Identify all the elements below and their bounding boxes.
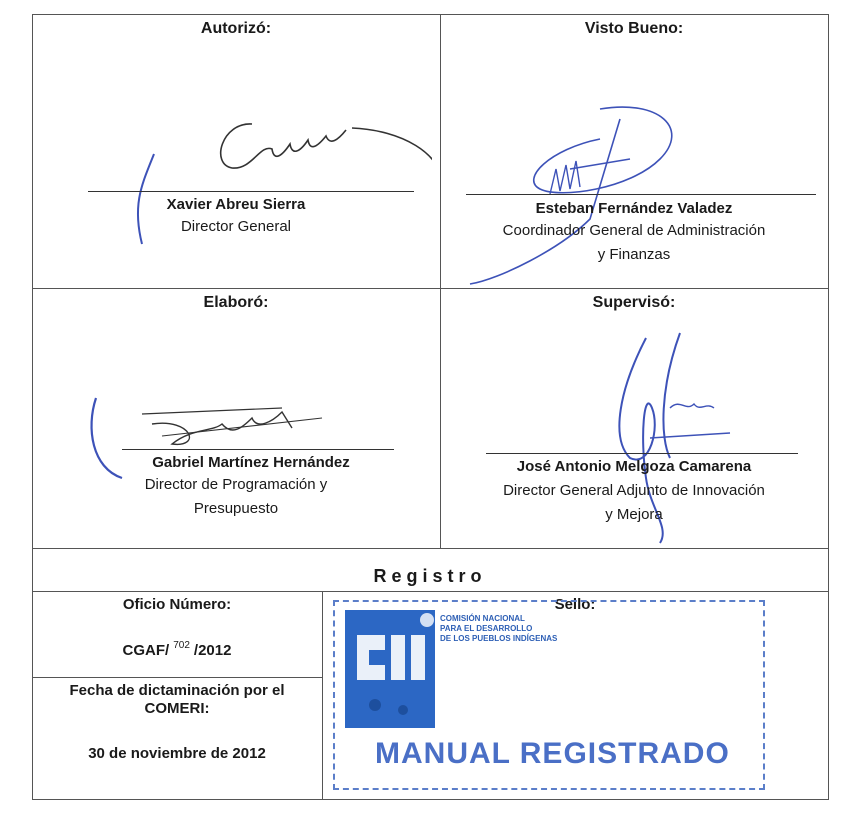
signature-line-visto-bueno bbox=[466, 194, 816, 195]
stamp-main-text: MANUAL REGISTRADO bbox=[375, 737, 730, 770]
registro-title: Registro bbox=[373, 566, 487, 586]
signature-line-autorizo bbox=[88, 191, 414, 192]
grid-bottom-line bbox=[32, 799, 828, 800]
fecha-value: 30 de noviembre de 2012 bbox=[88, 745, 266, 762]
heading-superviso: Supervisó: bbox=[592, 294, 676, 311]
oficio-number: 702 bbox=[173, 640, 190, 651]
role-visto-bueno-line2: y Finanzas bbox=[597, 246, 671, 263]
role-visto-bueno-line1: Coordinador General de Administración bbox=[502, 222, 766, 239]
role-superviso-line1: Director General Adjunto de Innovación bbox=[503, 482, 765, 499]
heading-autorizo: Autorizó: bbox=[200, 20, 272, 37]
cell-superviso bbox=[440, 288, 828, 548]
name-superviso: José Antonio Melgoza Camarena bbox=[516, 458, 752, 475]
name-elaboro: Gabriel Martínez Hernández bbox=[152, 454, 350, 471]
fecha-label-line1: Fecha de dictaminación por el bbox=[69, 682, 285, 699]
stamp-org-line3: DE LOS PUEBLOS INDÍGENAS bbox=[440, 634, 558, 643]
oficio-value bbox=[32, 640, 322, 659]
stamp-org-line2: PARA EL DESARROLLO bbox=[440, 624, 533, 633]
oficio-suffix: /2012 bbox=[193, 642, 232, 659]
cell-elaboro bbox=[32, 288, 440, 548]
signature-line-elaboro bbox=[122, 449, 394, 450]
grid-registro-divider bbox=[322, 591, 323, 799]
name-autorizo: Xavier Abreu Sierra bbox=[166, 196, 306, 213]
cell-autorizo bbox=[32, 14, 440, 288]
cdi-logo-icon bbox=[345, 610, 435, 728]
role-autorizo-line1: Director General bbox=[180, 218, 292, 235]
signature-line-superviso bbox=[486, 453, 798, 454]
stamp-org-line1: COMISIÓN NACIONAL bbox=[440, 614, 525, 623]
grid-right-border bbox=[828, 14, 829, 800]
heading-visto-bueno: Visto Bueno: bbox=[584, 20, 684, 37]
stamp-org-name bbox=[440, 614, 557, 644]
name-visto-bueno: Esteban Fernández Valadez bbox=[535, 200, 733, 217]
cdi-logo-graphic bbox=[345, 610, 435, 728]
role-elaboro-line2: Presupuesto bbox=[193, 500, 279, 517]
heading-elaboro: Elaboró: bbox=[203, 294, 269, 311]
grid-row-divider-3 bbox=[32, 591, 828, 592]
role-elaboro-line1: Director de Programación y bbox=[144, 476, 328, 493]
sello-label: Sello: bbox=[554, 596, 596, 613]
grid-left-box-divider bbox=[32, 677, 322, 678]
oficio-prefix: CGAF/ bbox=[122, 642, 170, 659]
fecha-label bbox=[32, 682, 322, 718]
grid-row-divider-2 bbox=[32, 548, 828, 549]
fecha-label-line2: COMERI: bbox=[144, 700, 210, 717]
role-superviso-line2: y Mejora bbox=[605, 506, 663, 523]
oficio-label: Oficio Número: bbox=[122, 596, 232, 613]
cell-visto-bueno bbox=[440, 14, 828, 288]
